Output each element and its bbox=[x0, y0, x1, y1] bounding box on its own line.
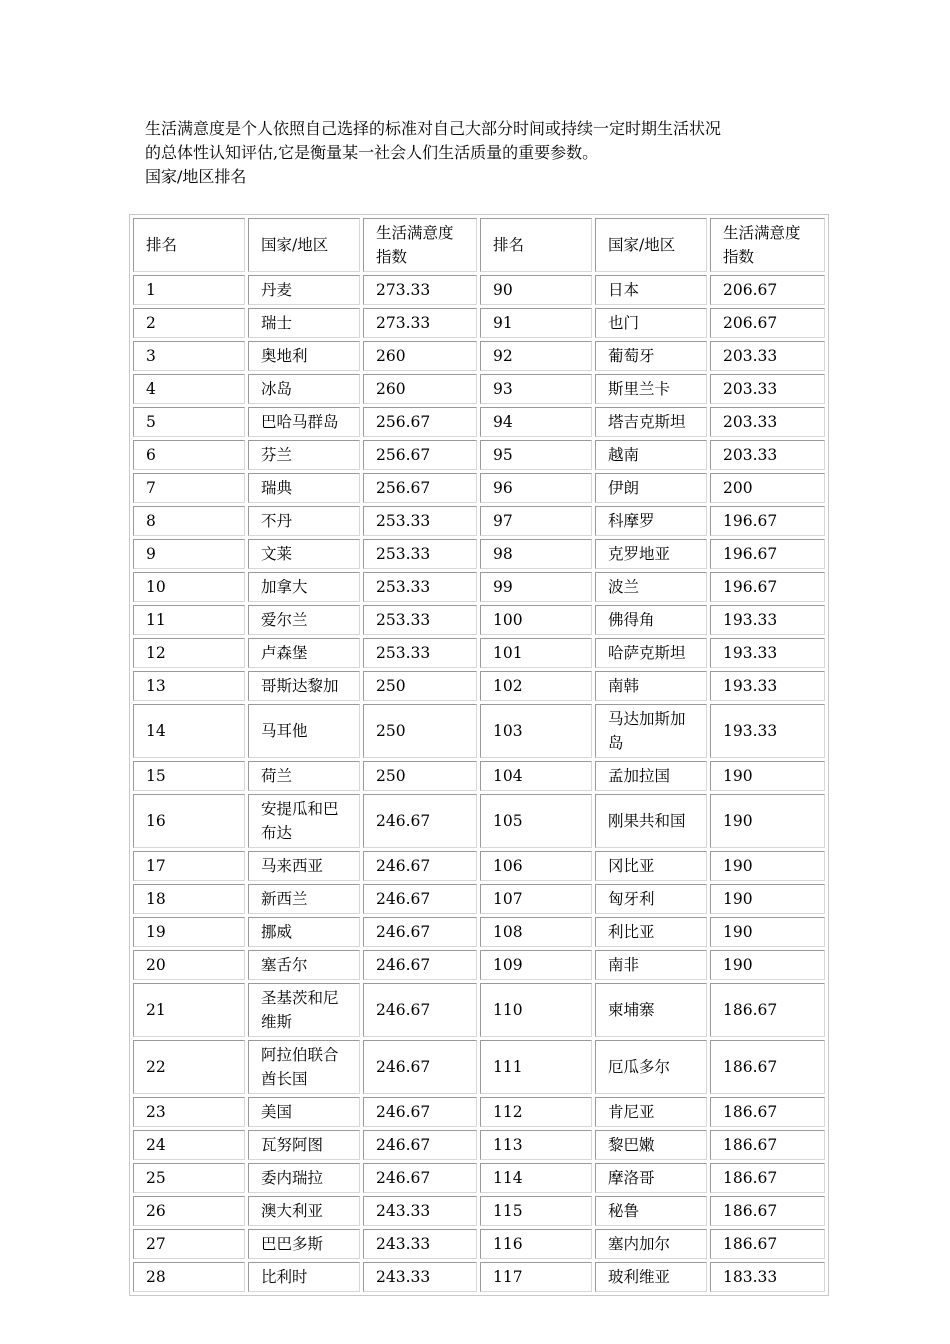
cell-index: 190 bbox=[710, 884, 825, 914]
table-row bbox=[133, 341, 825, 371]
cell-country: 巴巴多斯 bbox=[248, 1229, 360, 1259]
cell-rank: 6 bbox=[133, 440, 245, 470]
cell-rank: 115 bbox=[480, 1196, 592, 1226]
table-header-row bbox=[133, 218, 825, 272]
cell-country: 利比亚 bbox=[595, 917, 707, 947]
table-row bbox=[133, 761, 825, 791]
cell-rank: 103 bbox=[480, 704, 592, 758]
table-row bbox=[133, 1130, 825, 1160]
cell-country: 哈萨克斯坦 bbox=[595, 638, 707, 668]
cell-country: 美国 bbox=[248, 1097, 360, 1127]
cell-rank: 22 bbox=[133, 1040, 245, 1094]
cell-rank: 106 bbox=[480, 851, 592, 881]
table-row bbox=[133, 407, 825, 437]
cell-rank: 21 bbox=[133, 983, 245, 1037]
cell-rank: 99 bbox=[480, 572, 592, 602]
cell-country: 委内瑞拉 bbox=[248, 1163, 360, 1193]
cell-index: 243.33 bbox=[363, 1196, 477, 1226]
cell-country: 芬兰 bbox=[248, 440, 360, 470]
table-row bbox=[133, 572, 825, 602]
cell-rank: 1 bbox=[133, 275, 245, 305]
table-row bbox=[133, 671, 825, 701]
table-row bbox=[133, 851, 825, 881]
cell-country: 肯尼亚 bbox=[595, 1097, 707, 1127]
header-country: 国家/地区 bbox=[248, 218, 360, 272]
cell-index: 250 bbox=[363, 671, 477, 701]
cell-rank: 7 bbox=[133, 473, 245, 503]
cell-country: 澳大利亚 bbox=[248, 1196, 360, 1226]
cell-country: 爱尔兰 bbox=[248, 605, 360, 635]
cell-rank: 26 bbox=[133, 1196, 245, 1226]
intro-line-2: 的总体性认知评估,它是衡量某一社会人们生活质量的重要参数。 bbox=[145, 143, 599, 162]
table-row bbox=[133, 917, 825, 947]
cell-index: 186.67 bbox=[710, 1163, 825, 1193]
cell-rank: 116 bbox=[480, 1229, 592, 1259]
cell-country: 玻利维亚 bbox=[595, 1262, 707, 1292]
cell-country: 塔吉克斯坦 bbox=[595, 407, 707, 437]
cell-rank: 111 bbox=[480, 1040, 592, 1094]
table-row bbox=[133, 884, 825, 914]
cell-rank: 9 bbox=[133, 539, 245, 569]
cell-index: 256.67 bbox=[363, 407, 477, 437]
table-row bbox=[133, 1196, 825, 1226]
cell-country: 比利时 bbox=[248, 1262, 360, 1292]
cell-rank: 13 bbox=[133, 671, 245, 701]
cell-rank: 12 bbox=[133, 638, 245, 668]
cell-index: 196.67 bbox=[710, 539, 825, 569]
cell-index: 253.33 bbox=[363, 539, 477, 569]
table-row bbox=[133, 1163, 825, 1193]
cell-index: 183.33 bbox=[710, 1262, 825, 1292]
cell-index: 203.33 bbox=[710, 407, 825, 437]
cell-country: 文莱 bbox=[248, 539, 360, 569]
cell-index: 253.33 bbox=[363, 638, 477, 668]
cell-rank: 114 bbox=[480, 1163, 592, 1193]
cell-index: 250 bbox=[363, 761, 477, 791]
cell-rank: 8 bbox=[133, 506, 245, 536]
cell-country: 佛得角 bbox=[595, 605, 707, 635]
cell-rank: 97 bbox=[480, 506, 592, 536]
cell-country: 柬埔寨 bbox=[595, 983, 707, 1037]
cell-index: 256.67 bbox=[363, 440, 477, 470]
cell-index: 200 bbox=[710, 473, 825, 503]
cell-rank: 27 bbox=[133, 1229, 245, 1259]
cell-index: 250 bbox=[363, 704, 477, 758]
cell-rank: 11 bbox=[133, 605, 245, 635]
cell-index: 273.33 bbox=[363, 308, 477, 338]
table-row bbox=[133, 704, 825, 758]
cell-rank: 5 bbox=[133, 407, 245, 437]
cell-rank: 20 bbox=[133, 950, 245, 980]
cell-index: 190 bbox=[710, 917, 825, 947]
cell-country: 葡萄牙 bbox=[595, 341, 707, 371]
cell-country: 圣基茨和尼维斯 bbox=[248, 983, 360, 1037]
cell-index: 246.67 bbox=[363, 851, 477, 881]
cell-country: 孟加拉国 bbox=[595, 761, 707, 791]
cell-country: 马达加斯加岛 bbox=[595, 704, 707, 758]
table-row bbox=[133, 1040, 825, 1094]
cell-rank: 3 bbox=[133, 341, 245, 371]
cell-rank: 93 bbox=[480, 374, 592, 404]
table-row bbox=[133, 983, 825, 1037]
cell-rank: 15 bbox=[133, 761, 245, 791]
cell-rank: 92 bbox=[480, 341, 592, 371]
cell-index: 206.67 bbox=[710, 275, 825, 305]
cell-rank: 16 bbox=[133, 794, 245, 848]
cell-index: 203.33 bbox=[710, 374, 825, 404]
cell-country: 新西兰 bbox=[248, 884, 360, 914]
cell-index: 196.67 bbox=[710, 506, 825, 536]
cell-index: 186.67 bbox=[710, 1196, 825, 1226]
cell-country: 日本 bbox=[595, 275, 707, 305]
table-row bbox=[133, 638, 825, 668]
table-row bbox=[133, 605, 825, 635]
cell-index: 253.33 bbox=[363, 605, 477, 635]
cell-rank: 17 bbox=[133, 851, 245, 881]
cell-rank: 112 bbox=[480, 1097, 592, 1127]
cell-rank: 14 bbox=[133, 704, 245, 758]
cell-country: 克罗地亚 bbox=[595, 539, 707, 569]
cell-country: 不丹 bbox=[248, 506, 360, 536]
intro-text bbox=[145, 117, 815, 189]
cell-country: 挪威 bbox=[248, 917, 360, 947]
table-row bbox=[133, 473, 825, 503]
cell-rank: 105 bbox=[480, 794, 592, 848]
table-row bbox=[133, 374, 825, 404]
cell-country: 南非 bbox=[595, 950, 707, 980]
table-row bbox=[133, 1097, 825, 1127]
cell-rank: 110 bbox=[480, 983, 592, 1037]
cell-index: 246.67 bbox=[363, 1097, 477, 1127]
cell-rank: 23 bbox=[133, 1097, 245, 1127]
table-row bbox=[133, 1262, 825, 1292]
cell-rank: 18 bbox=[133, 884, 245, 914]
cell-index: 193.33 bbox=[710, 671, 825, 701]
cell-country: 加拿大 bbox=[248, 572, 360, 602]
cell-country: 冰岛 bbox=[248, 374, 360, 404]
section-heading: 国家/地区排名 bbox=[145, 167, 247, 186]
cell-country: 秘鲁 bbox=[595, 1196, 707, 1226]
cell-index: 243.33 bbox=[363, 1229, 477, 1259]
cell-index: 243.33 bbox=[363, 1262, 477, 1292]
cell-rank: 96 bbox=[480, 473, 592, 503]
cell-index: 246.67 bbox=[363, 917, 477, 947]
table-row bbox=[133, 794, 825, 848]
cell-rank: 95 bbox=[480, 440, 592, 470]
cell-country: 匈牙利 bbox=[595, 884, 707, 914]
cell-rank: 2 bbox=[133, 308, 245, 338]
cell-index: 260 bbox=[363, 341, 477, 371]
cell-index: 186.67 bbox=[710, 983, 825, 1037]
header-index: 生活满意度指数 bbox=[363, 218, 477, 272]
table-row bbox=[133, 506, 825, 536]
cell-index: 246.67 bbox=[363, 1163, 477, 1193]
cell-rank: 28 bbox=[133, 1262, 245, 1292]
cell-rank: 90 bbox=[480, 275, 592, 305]
cell-country: 瑞士 bbox=[248, 308, 360, 338]
cell-country: 巴哈马群岛 bbox=[248, 407, 360, 437]
cell-rank: 19 bbox=[133, 917, 245, 947]
cell-country: 塞舌尔 bbox=[248, 950, 360, 980]
cell-country: 越南 bbox=[595, 440, 707, 470]
cell-rank: 4 bbox=[133, 374, 245, 404]
cell-index: 246.67 bbox=[363, 884, 477, 914]
cell-index: 196.67 bbox=[710, 572, 825, 602]
cell-country: 冈比亚 bbox=[595, 851, 707, 881]
cell-country: 刚果共和国 bbox=[595, 794, 707, 848]
cell-index: 253.33 bbox=[363, 506, 477, 536]
cell-country: 波兰 bbox=[595, 572, 707, 602]
cell-rank: 98 bbox=[480, 539, 592, 569]
cell-country: 瓦努阿图 bbox=[248, 1130, 360, 1160]
cell-rank: 113 bbox=[480, 1130, 592, 1160]
cell-country: 卢森堡 bbox=[248, 638, 360, 668]
cell-country: 斯里兰卡 bbox=[595, 374, 707, 404]
cell-index: 193.33 bbox=[710, 638, 825, 668]
cell-index: 203.33 bbox=[710, 341, 825, 371]
cell-country: 阿拉伯联合酋长国 bbox=[248, 1040, 360, 1094]
ranking-table bbox=[129, 214, 829, 1296]
table-row bbox=[133, 539, 825, 569]
table-row bbox=[133, 308, 825, 338]
cell-country: 塞内加尔 bbox=[595, 1229, 707, 1259]
cell-country: 厄瓜多尔 bbox=[595, 1040, 707, 1094]
cell-index: 260 bbox=[363, 374, 477, 404]
cell-rank: 101 bbox=[480, 638, 592, 668]
cell-country: 科摩罗 bbox=[595, 506, 707, 536]
cell-country: 奥地利 bbox=[248, 341, 360, 371]
cell-index: 246.67 bbox=[363, 1040, 477, 1094]
cell-index: 253.33 bbox=[363, 572, 477, 602]
cell-rank: 108 bbox=[480, 917, 592, 947]
cell-rank: 25 bbox=[133, 1163, 245, 1193]
cell-index: 193.33 bbox=[710, 704, 825, 758]
header-rank: 排名 bbox=[480, 218, 592, 272]
cell-index: 186.67 bbox=[710, 1040, 825, 1094]
intro-line-1: 生活满意度是个人依照自己选择的标准对自己大部分时间或持续一定时期生活状况 bbox=[145, 119, 722, 138]
cell-index: 246.67 bbox=[363, 794, 477, 848]
cell-country: 安提瓜和巴布达 bbox=[248, 794, 360, 848]
cell-index: 186.67 bbox=[710, 1229, 825, 1259]
cell-index: 273.33 bbox=[363, 275, 477, 305]
table-row bbox=[133, 440, 825, 470]
cell-index: 190 bbox=[710, 761, 825, 791]
cell-country: 也门 bbox=[595, 308, 707, 338]
cell-rank: 117 bbox=[480, 1262, 592, 1292]
cell-rank: 109 bbox=[480, 950, 592, 980]
cell-country: 马耳他 bbox=[248, 704, 360, 758]
cell-rank: 94 bbox=[480, 407, 592, 437]
cell-country: 伊朗 bbox=[595, 473, 707, 503]
cell-country: 南韩 bbox=[595, 671, 707, 701]
cell-rank: 24 bbox=[133, 1130, 245, 1160]
cell-index: 246.67 bbox=[363, 1130, 477, 1160]
table-row bbox=[133, 1229, 825, 1259]
header-rank: 排名 bbox=[133, 218, 245, 272]
header-index: 生活满意度指数 bbox=[710, 218, 825, 272]
cell-index: 246.67 bbox=[363, 950, 477, 980]
cell-rank: 100 bbox=[480, 605, 592, 635]
cell-index: 186.67 bbox=[710, 1130, 825, 1160]
cell-country: 哥斯达黎加 bbox=[248, 671, 360, 701]
header-country: 国家/地区 bbox=[595, 218, 707, 272]
cell-index: 193.33 bbox=[710, 605, 825, 635]
cell-country: 荷兰 bbox=[248, 761, 360, 791]
cell-country: 丹麦 bbox=[248, 275, 360, 305]
cell-country: 马来西亚 bbox=[248, 851, 360, 881]
cell-index: 256.67 bbox=[363, 473, 477, 503]
table-row bbox=[133, 275, 825, 305]
cell-rank: 102 bbox=[480, 671, 592, 701]
cell-index: 190 bbox=[710, 794, 825, 848]
table-row bbox=[133, 950, 825, 980]
cell-rank: 91 bbox=[480, 308, 592, 338]
cell-country: 瑞典 bbox=[248, 473, 360, 503]
cell-index: 186.67 bbox=[710, 1097, 825, 1127]
cell-index: 203.33 bbox=[710, 440, 825, 470]
cell-rank: 107 bbox=[480, 884, 592, 914]
cell-index: 190 bbox=[710, 851, 825, 881]
cell-country: 黎巴嫩 bbox=[595, 1130, 707, 1160]
cell-index: 190 bbox=[710, 950, 825, 980]
cell-index: 246.67 bbox=[363, 983, 477, 1037]
cell-rank: 104 bbox=[480, 761, 592, 791]
cell-rank: 10 bbox=[133, 572, 245, 602]
cell-country: 摩洛哥 bbox=[595, 1163, 707, 1193]
cell-index: 206.67 bbox=[710, 308, 825, 338]
